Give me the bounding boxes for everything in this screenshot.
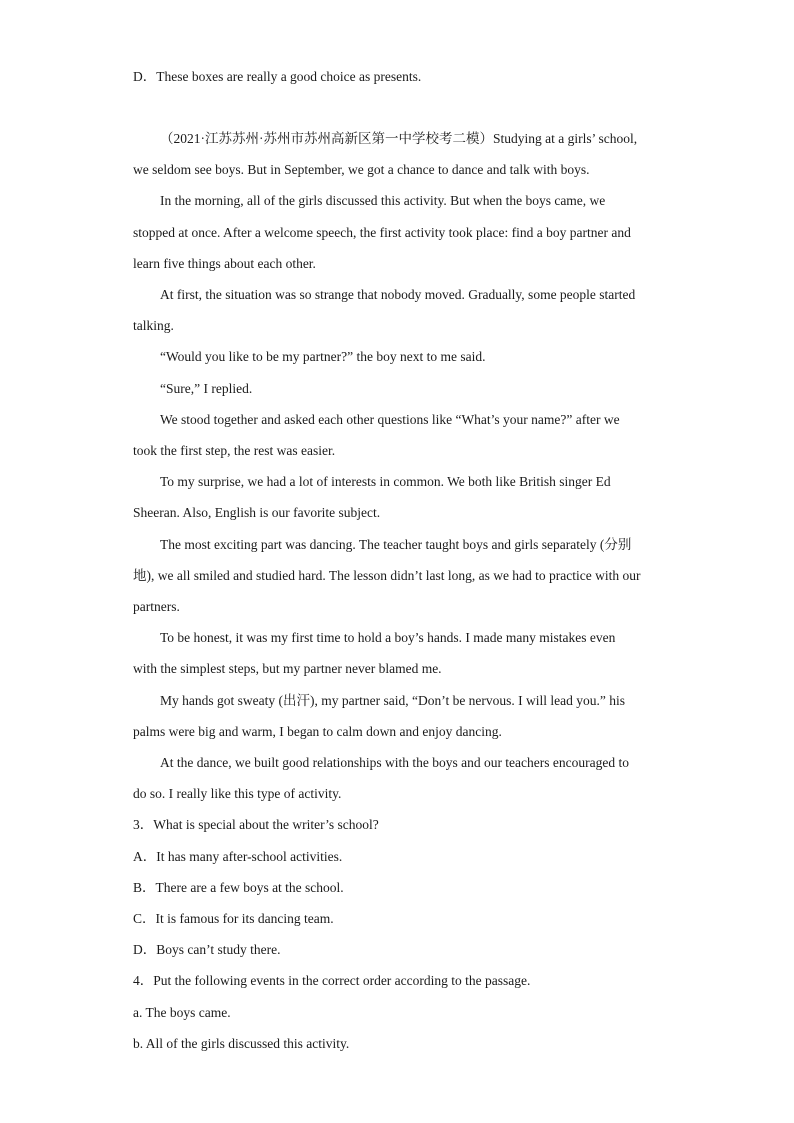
passage-line: At the dance, we built good relationships with the boys and our teachers encouraged to [160, 755, 629, 770]
passage-line: In the morning, all of the girls discussed this activity. But when the boys came, we [160, 193, 606, 208]
passage-line: palms were big and warm, I began to calm down and enjoy dancing. [133, 724, 502, 739]
passage-line: partners. [133, 599, 180, 614]
question-3-option-c: C．It is famous for its dancing team. [133, 911, 334, 926]
passage-line: we seldom see boys. But in September, we got a chance to dance and talk with boys. [133, 162, 590, 177]
passage-line: Sheeran. Also, English is our favorite subject. [133, 505, 381, 520]
passage-line: stopped at once. After a welcome speech, the first activity took place: find a boy partner and [133, 225, 631, 240]
passage-line: To be honest, it was my first time to hold a boy’s hands. I made many mistakes even [160, 630, 616, 645]
passage-line: To my surprise, we had a lot of interests in common. We both like British singer Ed [160, 474, 611, 489]
passage-line: （2021·江苏苏州·苏州市苏州高新区第一中学校考二模）Studying at a girls’ school, [160, 131, 638, 146]
passage-line: with the simplest steps, but my partner never blamed me. [133, 661, 442, 676]
passage-line: We stood together and asked each other questions like “What’s your name?” after we [160, 412, 620, 427]
passage-line: At first, the situation was so strange that nobody moved. Gradually, some people started [160, 287, 636, 302]
passage-line: “Would you like to be my partner?” the boy next to me said. [160, 349, 486, 364]
question-3-option-d: D．Boys can’t study there. [133, 942, 281, 957]
passage-line: talking. [133, 318, 174, 333]
passage-line: took the first step, the rest was easier. [133, 443, 336, 458]
passage-line: The most exciting part was dancing. The teacher taught boys and girls separately (分别 [160, 537, 632, 552]
passage-line: learn five things about each other. [133, 256, 316, 271]
passage-line: My hands got sweaty (出汗), my partner said, “Don’t be nervous. I will lead you.” his [160, 693, 626, 708]
passage-line: 地), we all smiled and studied hard. The lesson didn’t last long, as we had to practice with our [133, 568, 641, 583]
question-4-item-a: a. The boys came. [133, 1005, 231, 1020]
question-3-option-a: A．It has many after-school activities. [133, 849, 343, 864]
question-3-stem: 3．What is special about the writer’s school? [133, 817, 379, 832]
question-4-stem: 4．Put the following events in the correct order according to the passage. [133, 973, 531, 988]
question-3-option-b: B．There are a few boys at the school. [133, 880, 344, 895]
previous-option-d: D．These boxes are really a good choice as presents. [133, 69, 422, 84]
passage-line: do so. I really like this type of activity. [133, 786, 342, 801]
passage-line: “Sure,” I replied. [160, 381, 253, 396]
question-4-item-b: b. All of the girls discussed this activity. [133, 1036, 350, 1051]
